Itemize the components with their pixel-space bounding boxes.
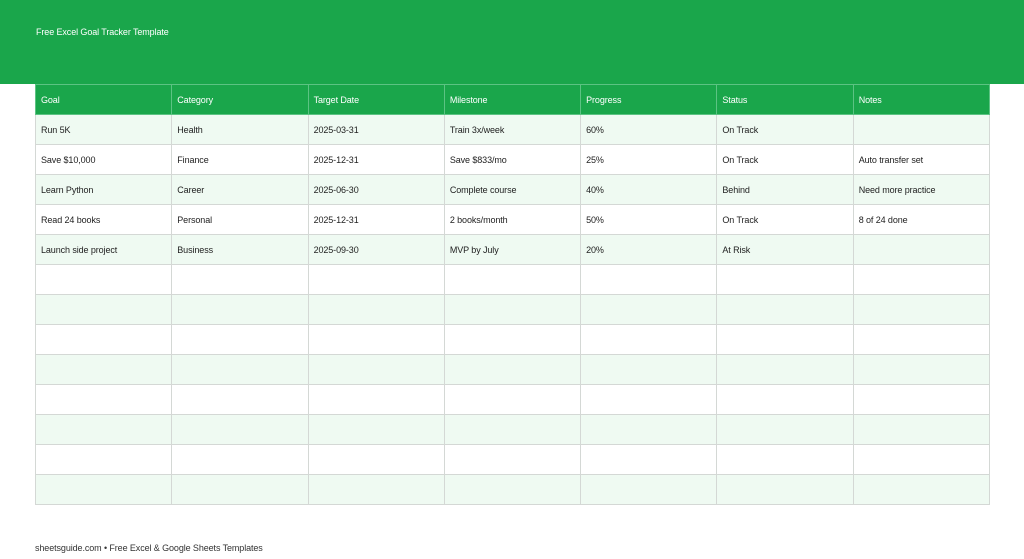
cell-goal[interactable]	[36, 385, 172, 415]
cell-progress[interactable]: 20%	[581, 235, 717, 265]
col-header-notes[interactable]: Notes	[853, 85, 989, 115]
header-banner	[0, 0, 1024, 84]
header-row	[36, 85, 990, 115]
cell-status[interactable]	[717, 295, 853, 325]
cell-milestone[interactable]: 2 books/month	[444, 205, 580, 235]
cell-progress[interactable]: 60%	[581, 115, 717, 145]
table-row	[36, 295, 990, 325]
cell-progress[interactable]	[581, 475, 717, 505]
cell-milestone[interactable]: Save $833/mo	[444, 145, 580, 175]
cell-category[interactable]: Career	[172, 175, 308, 205]
cell-status[interactable]	[717, 445, 853, 475]
cell-target-date[interactable]	[308, 445, 444, 475]
table-row	[36, 475, 990, 505]
cell-notes[interactable]	[853, 445, 989, 475]
cell-progress[interactable]	[581, 385, 717, 415]
cell-notes[interactable]	[853, 385, 989, 415]
cell-goal[interactable]: Save $10,000	[36, 145, 172, 175]
cell-target-date[interactable]	[308, 385, 444, 415]
cell-status[interactable]	[717, 265, 853, 295]
footer-credit: sheetsguide.com • Free Excel & Google Sheets Templates	[35, 543, 263, 553]
goal-tracker-table-wrap	[35, 84, 990, 505]
cell-target-date[interactable]	[308, 265, 444, 295]
table-row	[36, 205, 990, 235]
cell-goal[interactable]: Launch side project	[36, 235, 172, 265]
cell-category[interactable]	[172, 475, 308, 505]
cell-milestone[interactable]	[444, 415, 580, 445]
cell-category[interactable]	[172, 445, 308, 475]
table-row	[36, 265, 990, 295]
cell-milestone[interactable]	[444, 265, 580, 295]
cell-status[interactable]: Behind	[717, 175, 853, 205]
col-header-status[interactable]: Status	[717, 85, 853, 115]
cell-target-date[interactable]: 2025-09-30	[308, 235, 444, 265]
table-row	[36, 385, 990, 415]
cell-notes[interactable]: 8 of 24 done	[853, 205, 989, 235]
table-row	[36, 115, 990, 145]
cell-notes[interactable]	[853, 265, 989, 295]
cell-category[interactable]: Finance	[172, 145, 308, 175]
table-row	[36, 145, 990, 175]
cell-category[interactable]	[172, 385, 308, 415]
table-row	[36, 235, 990, 265]
cell-status[interactable]	[717, 415, 853, 445]
cell-progress[interactable]	[581, 325, 717, 355]
cell-milestone[interactable]	[444, 295, 580, 325]
cell-milestone[interactable]: Train 3x/week	[444, 115, 580, 145]
cell-target-date[interactable]	[308, 415, 444, 445]
cell-status[interactable]: At Risk	[717, 235, 853, 265]
cell-goal[interactable]	[36, 265, 172, 295]
cell-progress[interactable]	[581, 295, 717, 325]
cell-notes[interactable]	[853, 295, 989, 325]
cell-goal[interactable]	[36, 325, 172, 355]
cell-target-date[interactable]: 2025-03-31	[308, 115, 444, 145]
cell-notes[interactable]	[853, 415, 989, 445]
cell-progress[interactable]: 25%	[581, 145, 717, 175]
cell-goal[interactable]	[36, 295, 172, 325]
cell-milestone[interactable]	[444, 325, 580, 355]
cell-status[interactable]	[717, 385, 853, 415]
cell-goal[interactable]: Read 24 books	[36, 205, 172, 235]
col-header-category[interactable]: Category	[172, 85, 308, 115]
cell-category[interactable]	[172, 295, 308, 325]
cell-milestone[interactable]	[444, 475, 580, 505]
cell-progress[interactable]	[581, 415, 717, 445]
cell-goal[interactable]	[36, 415, 172, 445]
cell-status[interactable]: On Track	[717, 205, 853, 235]
col-header-milestone[interactable]: Milestone	[444, 85, 580, 115]
cell-milestone[interactable]: MVP by July	[444, 235, 580, 265]
cell-goal[interactable]: Learn Python	[36, 175, 172, 205]
cell-category[interactable]: Business	[172, 235, 308, 265]
cell-target-date[interactable]: 2025-12-31	[308, 205, 444, 235]
table-row	[36, 355, 990, 385]
col-header-progress[interactable]: Progress	[581, 85, 717, 115]
col-header-goal[interactable]: Goal	[36, 85, 172, 115]
cell-notes[interactable]	[853, 325, 989, 355]
table-row	[36, 415, 990, 445]
cell-status[interactable]	[717, 475, 853, 505]
cell-target-date[interactable]	[308, 355, 444, 385]
cell-category[interactable]: Health	[172, 115, 308, 145]
cell-goal[interactable]	[36, 475, 172, 505]
cell-category[interactable]	[172, 355, 308, 385]
cell-category[interactable]: Personal	[172, 205, 308, 235]
cell-target-date[interactable]	[308, 295, 444, 325]
page-title: Free Excel Goal Tracker Template	[36, 27, 169, 37]
cell-notes[interactable]: Auto transfer set	[853, 145, 989, 175]
cell-progress[interactable]: 40%	[581, 175, 717, 205]
cell-notes[interactable]	[853, 235, 989, 265]
cell-target-date[interactable]: 2025-12-31	[308, 145, 444, 175]
cell-target-date[interactable]: 2025-06-30	[308, 175, 444, 205]
cell-progress[interactable]: 50%	[581, 205, 717, 235]
cell-status[interactable]: On Track	[717, 145, 853, 175]
cell-progress[interactable]	[581, 265, 717, 295]
table-row	[36, 445, 990, 475]
cell-category[interactable]	[172, 265, 308, 295]
table-row	[36, 325, 990, 355]
cell-milestone[interactable]	[444, 385, 580, 415]
col-header-target-date[interactable]: Target Date	[308, 85, 444, 115]
cell-status[interactable]: On Track	[717, 115, 853, 145]
cell-target-date[interactable]	[308, 325, 444, 355]
cell-goal[interactable]	[36, 355, 172, 385]
cell-progress[interactable]	[581, 445, 717, 475]
cell-notes[interactable]	[853, 355, 989, 385]
goal-tracker-table	[35, 84, 990, 505]
cell-milestone[interactable]: Complete course	[444, 175, 580, 205]
cell-status[interactable]	[717, 355, 853, 385]
cell-status[interactable]	[717, 325, 853, 355]
table-row	[36, 175, 990, 205]
cell-category[interactable]	[172, 415, 308, 445]
cell-milestone[interactable]	[444, 445, 580, 475]
cell-goal[interactable]: Run 5K	[36, 115, 172, 145]
cell-milestone[interactable]	[444, 355, 580, 385]
cell-progress[interactable]	[581, 355, 717, 385]
cell-notes[interactable]	[853, 115, 989, 145]
cell-notes[interactable]: Need more practice	[853, 175, 989, 205]
table-body	[36, 115, 990, 505]
cell-notes[interactable]	[853, 475, 989, 505]
cell-goal[interactable]	[36, 445, 172, 475]
cell-category[interactable]	[172, 325, 308, 355]
cell-target-date[interactable]	[308, 475, 444, 505]
